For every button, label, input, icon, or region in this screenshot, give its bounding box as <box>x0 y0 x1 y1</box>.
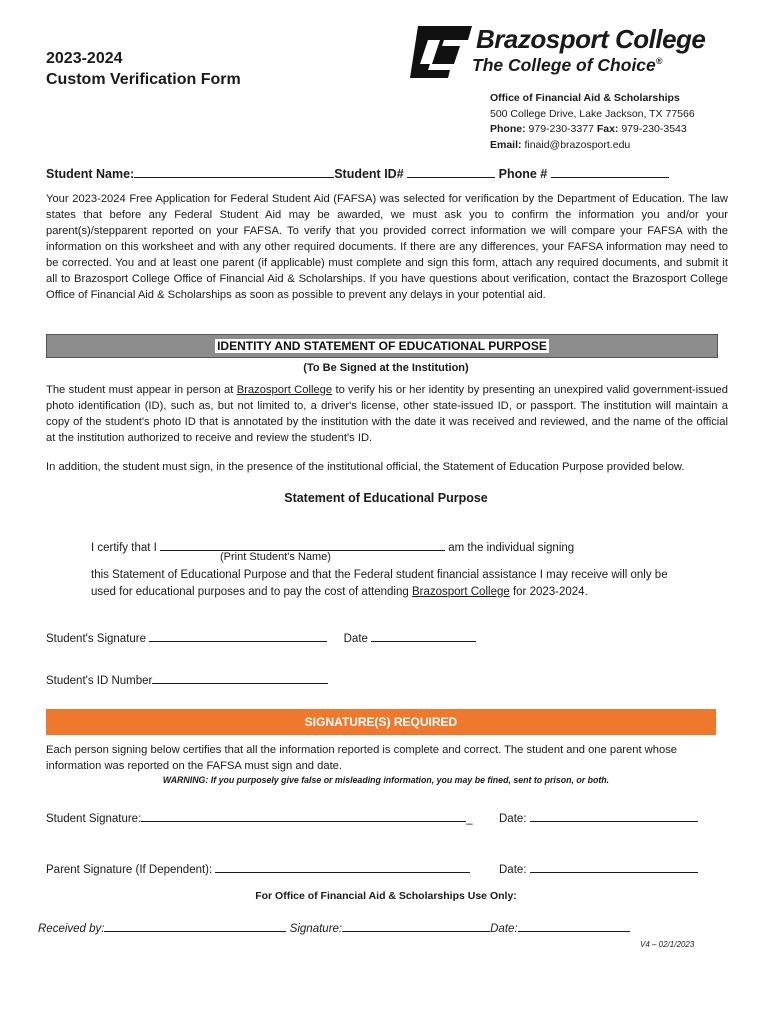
parent-signature-row: Parent Signature (If Dependent): <box>46 859 470 876</box>
office-use-row: Received by: Signature: Date: <box>38 918 630 935</box>
college-logo <box>410 24 720 80</box>
identity-subheading: (To Be Signed at the Institution) <box>303 362 469 374</box>
office-signature-field[interactable] <box>342 918 490 932</box>
student-signature-row: Student's Signature Date <box>46 628 476 645</box>
statement-line-2: used for educational purposes and to pay the cost of attending Brazosport College for 2023-2024. <box>91 586 588 598</box>
certify-row: I certify that I am the individual signing <box>91 537 574 554</box>
student-signature-date-field[interactable] <box>371 628 476 642</box>
form-name: Custom Verification Form <box>46 71 241 88</box>
office-date-field[interactable] <box>518 918 630 932</box>
student-name-label: Student Name: <box>46 167 135 181</box>
office-phone-fax: Phone: 979-230-3377 Fax: 979-230-3543 <box>490 123 687 135</box>
received-by-field[interactable] <box>104 918 286 932</box>
college-tagline: The College of Choice® <box>472 55 663 75</box>
intro-paragraph: Your 2023-2024 Free Application for Federal Student Aid (FAFSA) was selected for verification by the Department of Education. The law states that before any Federal Student Aid may be awarded, we must ask you to confirm the information you and/or your parent(s)/stepparent reported on your FAFSA. To verify that you provided correct information we will compare your FAFSA with the information on this worksheet and with any other required documents. If there are any differences, your FAFSA information may need to be corrected. You and at least one parent (if applicable) must complete and sign this form, attach any required documents, and submit it all to Brazosport College Office of Financial Aid & Scholarships. If you have questions about verification, contact the Brazosport College Office of Financial Aid & Scholarships as soon as possible to prevent any delays in your potential aid. <box>46 193 728 301</box>
student-date-row: Date: <box>499 808 698 825</box>
student-signature-final-row: Student Signature: _ <box>46 808 473 825</box>
signatures-paragraph: Each person signing below certifies that all the information reported is complete and correct. The student and one parent whose information was reported on the FAFSA must sign and date. <box>46 744 678 772</box>
college-name: Brazosport College <box>476 24 706 54</box>
office-email: Email: finaid@brazosport.edu <box>490 138 631 151</box>
student-id-number-row: Student's ID Number <box>46 670 328 687</box>
office-name: Office of Financial Aid & Scholarships <box>490 92 680 104</box>
print-name-hint: (Print Student's Name) <box>220 551 331 563</box>
brazosport-college-link-2[interactable]: Brazosport College <box>411 586 510 598</box>
brazosport-college-link[interactable]: Brazosport College <box>236 384 333 396</box>
student-id-label: Student ID# <box>334 167 404 181</box>
identity-paragraph: The student must appear in person at Brazosport College to verify his or her identity by presenting an unexpired valid government-issued photo identification (ID), such as, but not limited to, a driver's license, other state-issued ID, or passport. The institution will maintain a copy of the student's photo ID that is annotated by the institution with the date it was received and reviewed, and the name of the official at the institution authorized to receive and review the student's ID. <box>46 384 728 444</box>
student-date-field[interactable] <box>530 808 698 822</box>
office-address: 500 College Drive, Lake Jackson, TX 77566 <box>490 107 695 120</box>
student-info-row <box>46 164 726 181</box>
form-title <box>46 48 241 90</box>
phone-label: Phone # <box>498 167 548 181</box>
bc-block-logo-icon <box>410 26 472 78</box>
student-signature-final-field[interactable] <box>141 808 466 822</box>
identity-section-header: IDENTITY AND STATEMENT OF EDUCATIONAL PURPOSE <box>46 334 718 358</box>
warning-text: WARNING: If you purposely give false or misleading information, you may be fined, sent to prison, or both. <box>162 775 610 785</box>
signatures-section-header: SIGNATURE(S) REQUIRED <box>46 709 716 735</box>
print-name-field[interactable] <box>160 537 445 551</box>
statement-line-1: this Statement of Educational Purpose and that the Federal student financial assistance I may receive will only be <box>91 569 668 581</box>
phone-field[interactable] <box>551 164 669 178</box>
statement-title: Statement of Educational Purpose <box>284 491 488 505</box>
identity-paragraph-2: In addition, the student must sign, in the presence of the institutional official, the Statement of Education Purpose provided below. <box>46 461 685 473</box>
student-signature-field[interactable] <box>149 628 327 642</box>
form-year: 2023-2024 <box>46 50 123 67</box>
student-id-field[interactable] <box>407 164 495 178</box>
parent-date-row: Date: <box>499 859 698 876</box>
office-use-heading: For Office of Financial Aid & Scholarships Use Only: <box>255 890 517 902</box>
version-footer: V4 – 02/1/2023 <box>640 940 695 949</box>
office-contact <box>490 91 695 153</box>
parent-signature-field[interactable] <box>215 859 470 873</box>
student-name-field[interactable] <box>134 164 334 178</box>
student-id-number-field[interactable] <box>152 670 328 684</box>
parent-date-field[interactable] <box>530 859 698 873</box>
